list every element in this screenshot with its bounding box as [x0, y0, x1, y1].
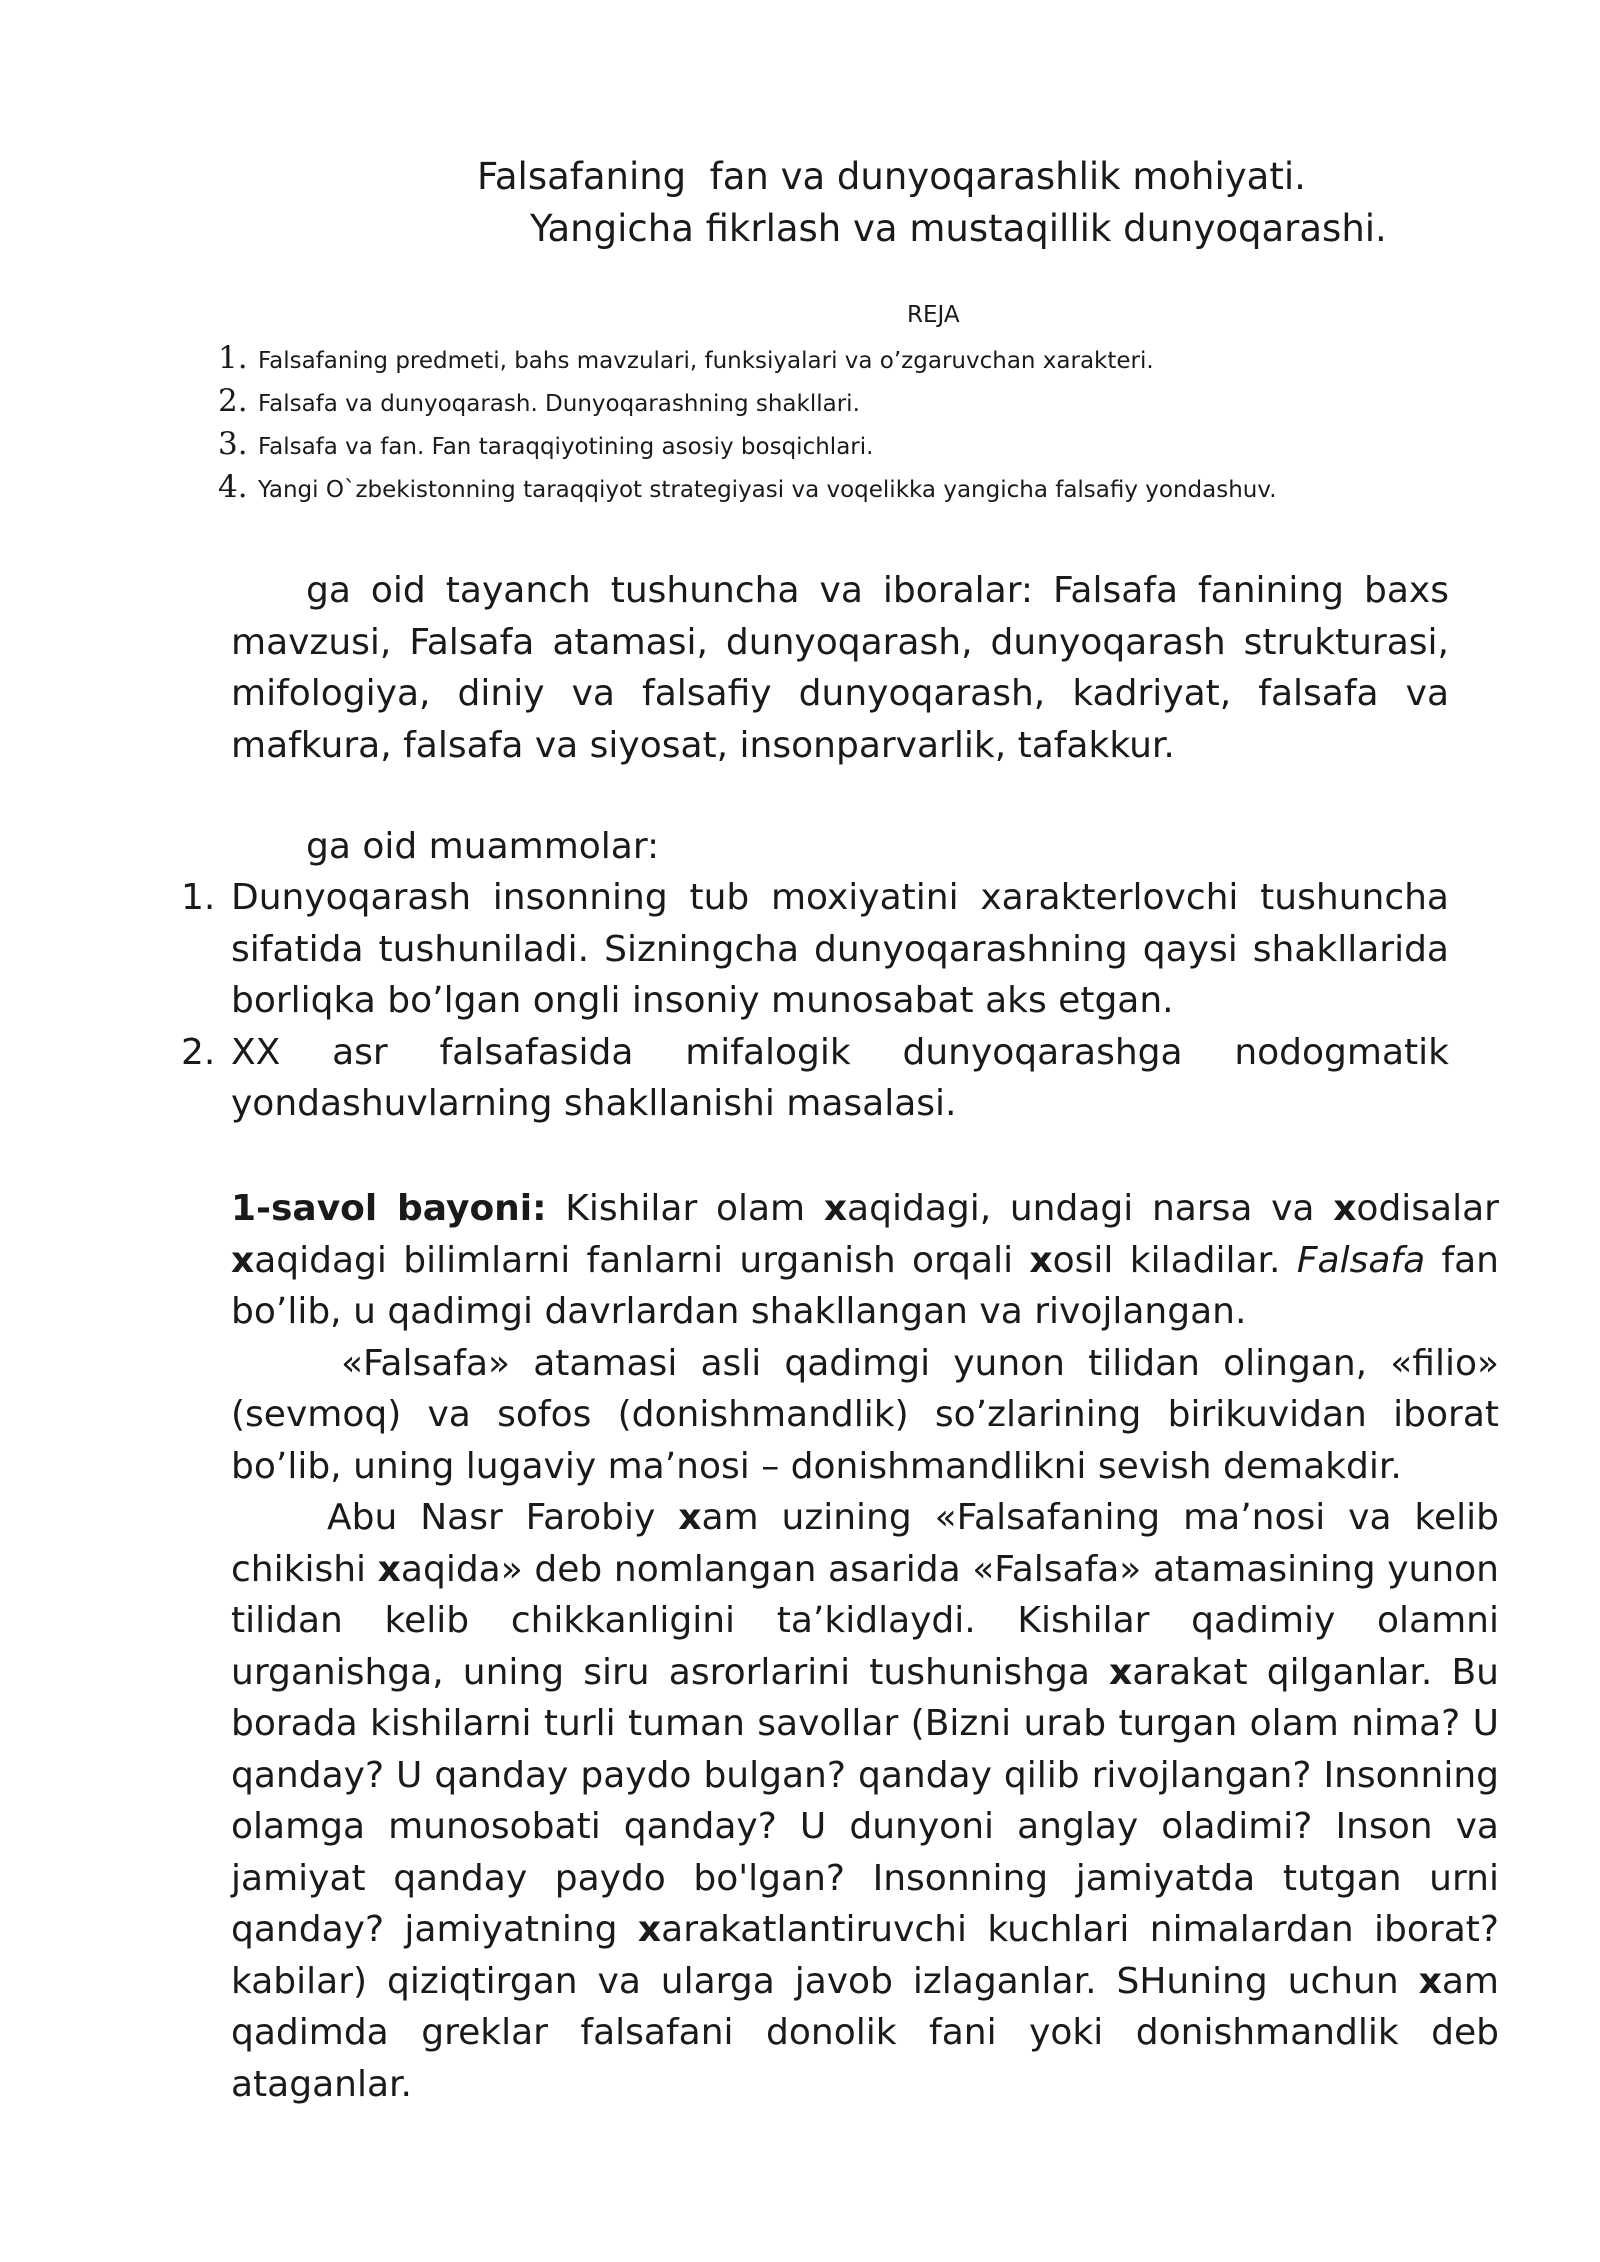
answer-text: am qadimda greklar falsafani donolik fani yoki donishmandlik deb ataganlar. [231, 1960, 1499, 2105]
bold-letter: x [1333, 1188, 1357, 1229]
answer-text: odisalar [1356, 1188, 1499, 1229]
italic-term: Falsafa [1296, 1239, 1426, 1281]
keywords-section [231, 565, 1449, 771]
answer-section [231, 1183, 1499, 2110]
plan-item [218, 469, 1418, 512]
problem-text: Dunyoqarash insonning tub moxiyatini xarakterlovchi tushuncha sifatida tushuniladi. Sizningcha dunyoqarashning qaysi shakllarida borliqka bo’lgan ongli insoniy munosabat aks etgan. [231, 877, 1449, 1021]
plan-item-number: 3. [218, 426, 248, 462]
plan-item [218, 426, 1418, 469]
problem-text-line: XX asr falsafasida mifalogik dunyoqarashga nodogmatik [231, 1031, 1449, 1073]
problems-heading: ga oid muammolar: [306, 826, 660, 867]
problem-number: 2. [181, 1031, 216, 1073]
answer-text: am uzining «Falsafaning ma’nosi va kelib chikishi [231, 1497, 1499, 1590]
answer-paragraph [231, 1492, 1499, 2110]
bold-letter: x [1109, 1651, 1133, 1693]
plan-item-number: 2. [218, 383, 248, 419]
plan-item-number: 4. [218, 469, 248, 505]
plan-item-text: Falsafaning predmeti, bahs mavzulari, funksiyalari va o’zgaruvchan xarakteri. [258, 348, 1154, 374]
plan-item [218, 340, 1418, 383]
problem-text-line: yondashuvlarning shakllanishi masalasi. [231, 1083, 957, 1124]
answer-text: arakat qilganlar. Bu borada kishilarni turli tuman savollar (Bizni urab turgan olam nima? U qanday? U qanday paydo bulgan? qanday qilib rivojlangan? Insonning olamga munosobati qanday? U dunyoni anglay oladimi? Inson va jamiyat qanday paydo bo'lgan? Insonning jamiyatda tutgan urni qanday? jamiyatning [231, 1651, 1499, 1950]
plan-item-text: Yangi O`zbekistonning taraqqiyot strategiyasi va voqelikka yangicha falsafiy yondashuv. [258, 477, 1277, 503]
keywords-paragraph: ga oid tayanch tushuncha va iboralar: Falsafa fanining baxs mavzusi, Falsafa atamasi, dunyoqarash, dunyoqarash strukturasi, mifologiya, diniy va falsafiy dunyoqarash, kadriyat, falsafa va mafkura, falsafa va siyosat, insonparvarlik, tafakkur. [231, 570, 1449, 766]
bold-letter: x [1418, 1960, 1442, 2002]
bold-letter: x [231, 1239, 255, 1281]
bold-letter: x [823, 1188, 848, 1229]
answer-text: fan bo’lib, u qadimgi davrlardan shakllangan va rivojlangan. [231, 1239, 1499, 1332]
bold-letter: x [637, 1909, 662, 1950]
bold-letter: x [1029, 1239, 1053, 1281]
answer-text: aqidagi, undagi narsa va [847, 1188, 1334, 1229]
problem-item [181, 1027, 1449, 1130]
answer-text: osil kiladilar. [1052, 1239, 1297, 1281]
answer-text: aqida» deb nomlangan asarida «Falsafa» atamasining yunon tilidan kelib chikkanligini ta’kidlaydi. Kishilar qadimiy olamni urganishga, uning siru asrorlarini tushunishga [231, 1548, 1499, 1693]
answer-text: Abu Nasr Farobiy [327, 1497, 679, 1538]
answer-text: aqidagi bilimlarni fanlarni urganish orqali [254, 1239, 1030, 1281]
plan-item-number: 1. [218, 340, 248, 376]
plan-item [218, 383, 1418, 426]
answer-heading: 1-savol bayoni: [231, 1188, 547, 1229]
problems-section-heading [231, 821, 1451, 873]
plan-item-text: Falsafa va fan. Fan taraqqiyotining asosiy bosqichlari. [258, 434, 874, 460]
bold-letter: x [678, 1497, 702, 1538]
problem-number: 1. [181, 877, 216, 918]
document-title: Falsafaning fan va dunyoqarashlik mohiyati. [477, 155, 1306, 198]
answer-paragraph [231, 1183, 1499, 1338]
problem-item [181, 872, 1449, 1027]
answer-text: arakatlantiruvchi kuchlari nimalardan iborat? kabilar) qiziqtirgan va ularga javob izlaganlar. SHuning uchun [231, 1909, 1499, 2002]
plan-heading: REJA [907, 302, 960, 328]
answer-text: Kishilar olam [546, 1188, 824, 1229]
plan-list [218, 340, 1418, 512]
plan-item-text: Falsafa va dunyoqarash. Dunyoqarashning shakllari. [258, 391, 860, 417]
document-subtitle: Yangicha fikrlash va mustaqillik dunyoqarashi. [530, 207, 1387, 250]
answer-paragraph: «Falsafa» atamasi asli qadimgi yunon tilidan olingan, «filio» (sevmoq) va sofos (donishmandlik) so’zlarining birikuvidan iborat bo’lib, uning lugaviy ma’nosi – donishmandlikni sevish demakdir. [231, 1342, 1499, 1487]
problems-list [181, 872, 1449, 1130]
bold-letter: x [377, 1548, 401, 1590]
